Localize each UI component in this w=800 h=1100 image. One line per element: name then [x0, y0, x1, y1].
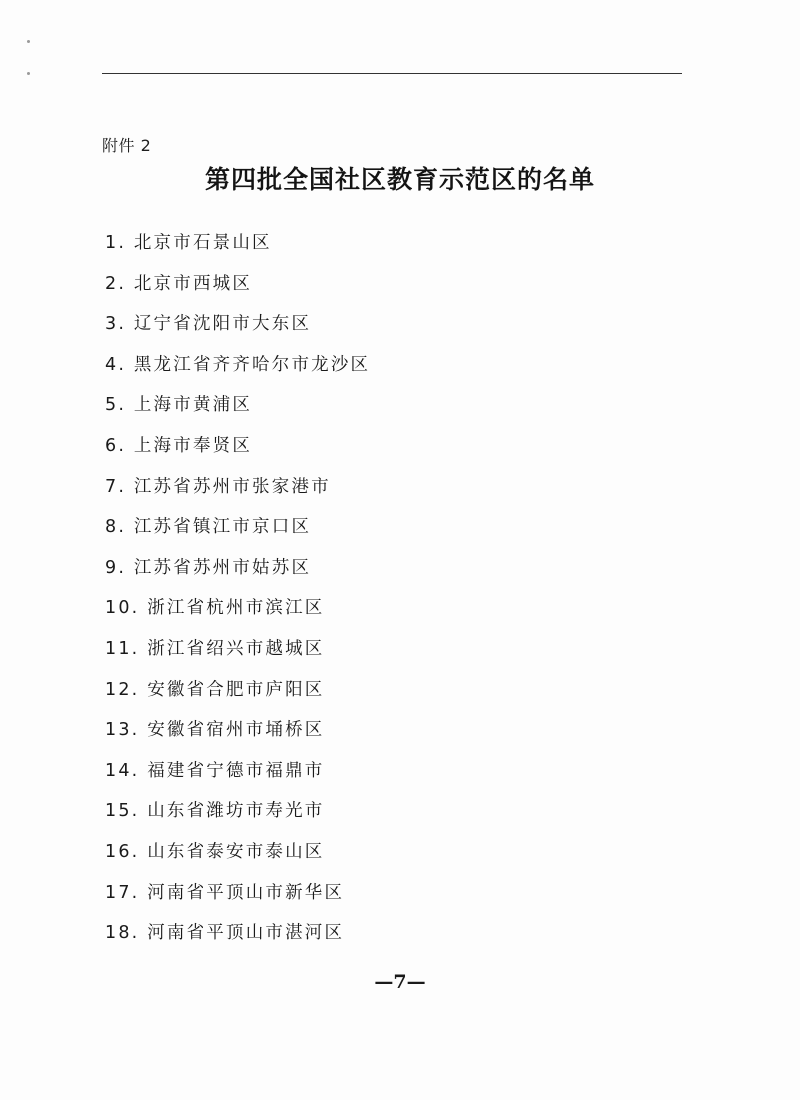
list-item: 11. 浙江省绍兴市越城区 — [105, 638, 325, 659]
list-item: 7. 江苏省苏州市张家港市 — [105, 476, 331, 497]
list-item: 1. 北京市石景山区 — [105, 233, 272, 253]
list-item: 10. 浙江省杭州市滨江区 — [105, 598, 325, 619]
attachment-label: 附件 2 — [102, 136, 152, 155]
page-number: —7— — [374, 971, 426, 993]
scan-speck — [27, 72, 30, 75]
list-item: 14. 福建省宁德市福鼎市 — [105, 760, 325, 781]
scan-speck — [27, 40, 30, 43]
document-title: 第四批全国社区教育示范区的名单 — [204, 165, 595, 194]
list-item: 5. 上海市黄浦区 — [105, 395, 253, 416]
list-item: 15. 山东省潍坊市寿光市 — [105, 801, 325, 822]
list-item: 6. 上海市奉贤区 — [105, 435, 253, 456]
list-item: 3. 辽宁省沈阳市大东区 — [105, 314, 312, 335]
list-item: 9. 江苏省苏州市姑苏区 — [105, 557, 312, 578]
list-item: 13. 安徽省宿州市埇桥区 — [105, 720, 325, 741]
header-rule — [102, 73, 682, 74]
list-item: 18. 河南省平顶山市湛河区 — [105, 923, 345, 944]
district-list — [105, 228, 705, 959]
list-item: 8. 江苏省镇江市京口区 — [105, 517, 312, 538]
list-item: 4. 黑龙江省齐齐哈尔市龙沙区 — [105, 354, 371, 375]
list-item: 2. 北京市西城区 — [105, 273, 253, 294]
list-item: 17. 河南省平顶山市新华区 — [105, 882, 345, 903]
list-item: 12. 安徽省合肥市庐阳区 — [105, 679, 325, 700]
list-item: 16. 山东省泰安市泰山区 — [105, 841, 325, 862]
